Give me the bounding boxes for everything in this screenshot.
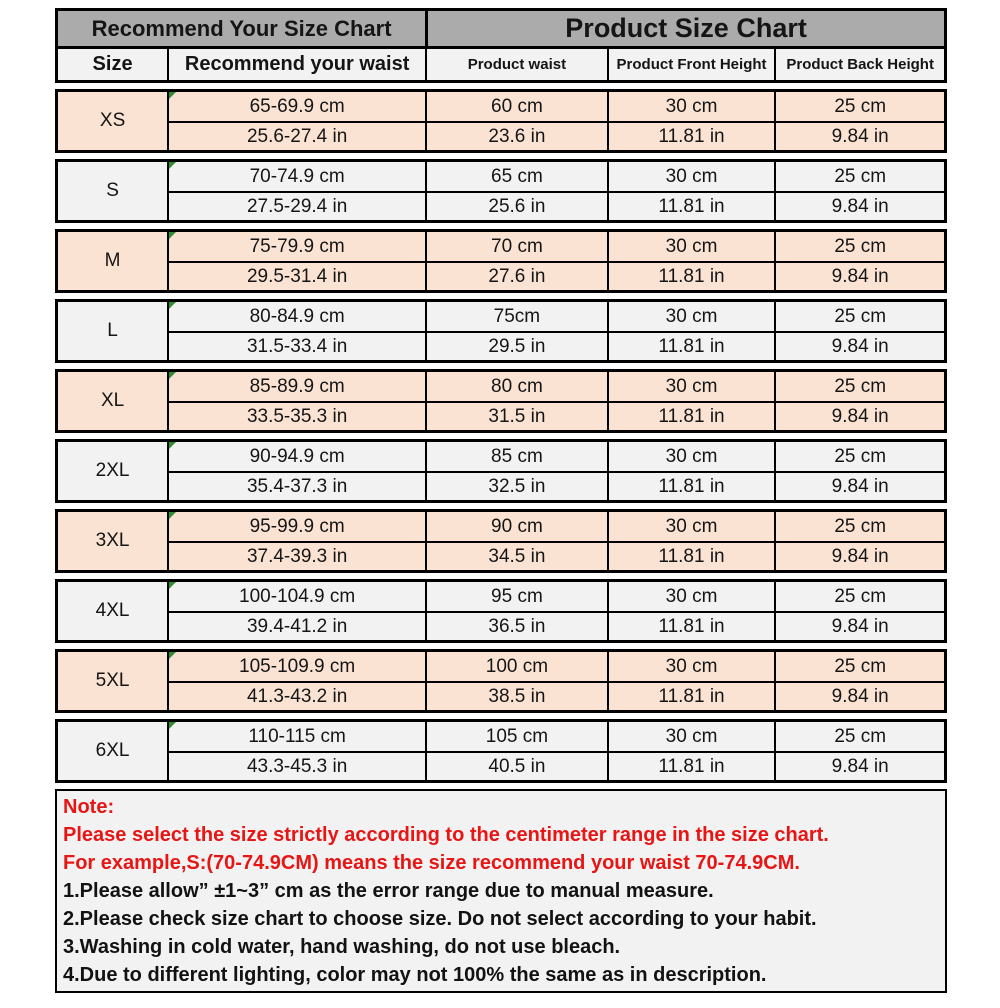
back-height-in: 9.84 in (774, 121, 944, 150)
waist-cm: 110-115 cm (167, 722, 425, 751)
product-waist-cm: 90 cm (425, 512, 607, 541)
waist-in: 25.6-27.4 in (167, 121, 425, 150)
back-height-in: 9.84 in (774, 751, 944, 780)
waist-cm: 80-84.9 cm (167, 302, 425, 331)
waist-cm: 65-69.9 cm (167, 92, 425, 121)
note-red-2: For example,S:(70-74.9CM) means the size recommend your waist 70-74.9CM. (63, 852, 800, 874)
size-label: S (58, 162, 167, 220)
front-height-in: 11.81 in (607, 751, 775, 780)
front-height-in: 11.81 in (607, 401, 775, 430)
back-height-cm: 25 cm (774, 372, 944, 401)
back-height-cm: 25 cm (774, 232, 944, 261)
product-waist-in: 23.6 in (425, 121, 607, 150)
back-height-in: 9.84 in (774, 261, 944, 290)
front-height-cm: 30 cm (607, 232, 775, 261)
product-waist-cm: 85 cm (425, 442, 607, 471)
waist-in: 29.5-31.4 in (167, 261, 425, 290)
waist-cm: 70-74.9 cm (167, 162, 425, 191)
waist-in: 39.4-41.2 in (167, 611, 425, 640)
waist-in: 37.4-39.3 in (167, 541, 425, 570)
waist-cm: 75-79.9 cm (167, 232, 425, 261)
back-height-in: 9.84 in (774, 331, 944, 360)
waist-in: 31.5-33.4 in (167, 331, 425, 360)
note-title: Note: (63, 796, 115, 818)
note-item-2: 2.Please check size chart to choose size. Do not select according to your habit. (63, 908, 817, 930)
note-red-1: Please select the size strictly according to the centimeter range in the size chart. (63, 824, 829, 846)
column-header-product-waist: Product waist (425, 49, 607, 80)
front-height-in: 11.81 in (607, 681, 775, 710)
product-waist-cm: 100 cm (425, 652, 607, 681)
back-height-in: 9.84 in (774, 191, 944, 220)
product-waist-cm: 65 cm (425, 162, 607, 191)
size-label: 4XL (58, 582, 167, 640)
back-height-cm: 25 cm (774, 512, 944, 541)
size-group-xl (55, 369, 947, 433)
waist-cm: 95-99.9 cm (167, 512, 425, 541)
size-group-l (55, 299, 947, 363)
size-group-5xl (55, 649, 947, 713)
front-height-cm: 30 cm (607, 302, 775, 331)
note-section (55, 789, 947, 993)
back-height-cm: 25 cm (774, 162, 944, 191)
front-height-cm: 30 cm (607, 512, 775, 541)
back-height-in: 9.84 in (774, 401, 944, 430)
column-header-row (58, 49, 944, 80)
size-label: XL (58, 372, 167, 430)
back-height-cm: 25 cm (774, 652, 944, 681)
size-label: L (58, 302, 167, 360)
front-height-cm: 30 cm (607, 442, 775, 471)
front-height-cm: 30 cm (607, 372, 775, 401)
front-height-in: 11.81 in (607, 611, 775, 640)
waist-in: 43.3-45.3 in (167, 751, 425, 780)
product-waist-in: 27.6 in (425, 261, 607, 290)
note-item-4: 4.Due to different lighting, color may not 100% the same as in description. (63, 964, 767, 986)
back-height-cm: 25 cm (774, 582, 944, 611)
product-waist-in: 36.5 in (425, 611, 607, 640)
product-waist-in: 31.5 in (425, 401, 607, 430)
left-title: Recommend Your Size Chart (58, 11, 425, 46)
size-group-xs (55, 89, 947, 153)
note-item-1: 1.Please allow” ±1~3” cm as the error range due to manual measure. (63, 880, 714, 902)
front-height-in: 11.81 in (607, 471, 775, 500)
front-height-cm: 30 cm (607, 722, 775, 751)
waist-in: 33.5-35.3 in (167, 401, 425, 430)
front-height-in: 11.81 in (607, 541, 775, 570)
product-waist-in: 34.5 in (425, 541, 607, 570)
size-group-4xl (55, 579, 947, 643)
size-label: M (58, 232, 167, 290)
product-waist-cm: 75cm (425, 302, 607, 331)
waist-cm: 105-109.9 cm (167, 652, 425, 681)
column-header-recommend-waist: Recommend your waist (167, 49, 425, 80)
size-group-2xl (55, 439, 947, 503)
waist-cm: 90-94.9 cm (167, 442, 425, 471)
front-height-cm: 30 cm (607, 162, 775, 191)
front-height-in: 11.81 in (607, 261, 775, 290)
waist-in: 41.3-43.2 in (167, 681, 425, 710)
back-height-cm: 25 cm (774, 92, 944, 121)
back-height-cm: 25 cm (774, 302, 944, 331)
front-height-cm: 30 cm (607, 652, 775, 681)
back-height-cm: 25 cm (774, 722, 944, 751)
product-waist-in: 32.5 in (425, 471, 607, 500)
size-label: 6XL (58, 722, 167, 780)
back-height-in: 9.84 in (774, 611, 944, 640)
right-title: Product Size Chart (425, 11, 944, 46)
column-header-front-height: Product Front Height (607, 49, 775, 80)
back-height-cm: 25 cm (774, 442, 944, 471)
product-waist-in: 25.6 in (425, 191, 607, 220)
front-height-cm: 30 cm (607, 92, 775, 121)
size-group-3xl (55, 509, 947, 573)
product-waist-cm: 105 cm (425, 722, 607, 751)
front-height-cm: 30 cm (607, 582, 775, 611)
waist-cm: 85-89.9 cm (167, 372, 425, 401)
waist-in: 35.4-37.3 in (167, 471, 425, 500)
front-height-in: 11.81 in (607, 331, 775, 360)
size-chart-sheet (55, 8, 947, 993)
product-waist-in: 38.5 in (425, 681, 607, 710)
note-item-3: 3.Washing in cold water, hand washing, do not use bleach. (63, 936, 621, 958)
product-waist-in: 29.5 in (425, 331, 607, 360)
waist-cm: 100-104.9 cm (167, 582, 425, 611)
back-height-in: 9.84 in (774, 471, 944, 500)
column-header-back-height: Product Back Height (774, 49, 944, 80)
table-header (55, 8, 947, 83)
product-waist-cm: 70 cm (425, 232, 607, 261)
header-title-row (58, 11, 944, 49)
product-waist-cm: 80 cm (425, 372, 607, 401)
column-header-size: Size (58, 49, 167, 80)
size-label: 3XL (58, 512, 167, 570)
size-group-s (55, 159, 947, 223)
waist-in: 27.5-29.4 in (167, 191, 425, 220)
size-group-6xl (55, 719, 947, 783)
size-label: 5XL (58, 652, 167, 710)
size-label: 2XL (58, 442, 167, 500)
back-height-in: 9.84 in (774, 541, 944, 570)
front-height-in: 11.81 in (607, 191, 775, 220)
product-waist-in: 40.5 in (425, 751, 607, 780)
product-waist-cm: 95 cm (425, 582, 607, 611)
product-waist-cm: 60 cm (425, 92, 607, 121)
front-height-in: 11.81 in (607, 121, 775, 150)
size-group-m (55, 229, 947, 293)
back-height-in: 9.84 in (774, 681, 944, 710)
size-label: XS (58, 92, 167, 150)
